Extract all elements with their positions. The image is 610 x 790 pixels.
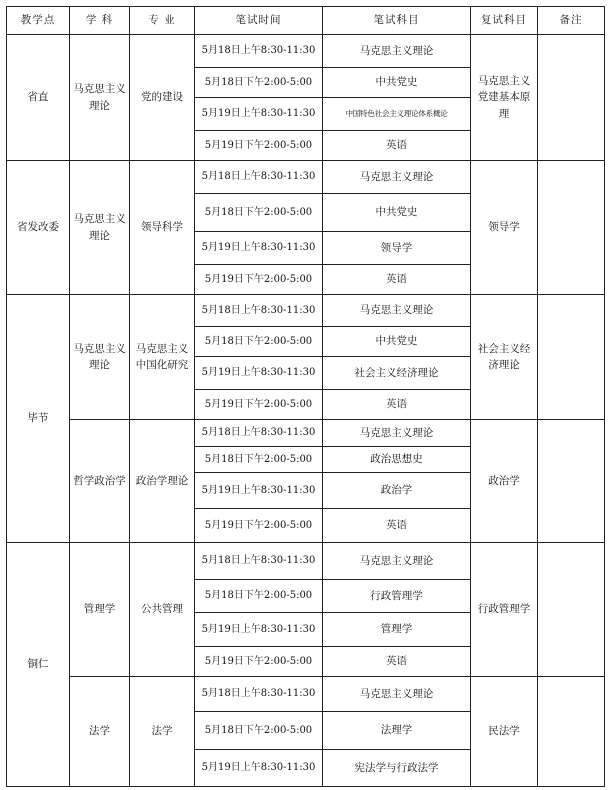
exam-subject-cell: 英语 [323,647,471,677]
header-remarks: 备注 [538,7,605,35]
major-cell: 公共管理 [130,543,195,677]
major-cell: 法学 [130,677,195,787]
exam-subject-cell: 政治思想史 [323,447,471,473]
exam-subject-cell: 社会主义经济理论 [323,357,471,390]
table-header [7,7,605,35]
retest-subject-cell: 政治学 [471,420,538,543]
header-exam-time: 笔试时间 [195,7,323,35]
exam-subject-cell: 马克思主义理论 [323,420,471,447]
exam-subject-cell: 中共党史 [323,194,471,232]
exam-time-cell: 5月19日上午8:30-11:30 [195,232,323,265]
header-discipline: 学 科 [70,7,130,35]
remarks-cell [538,295,605,420]
exam-time-cell: 5月18日上午8:30-11:30 [195,420,323,447]
table-body [7,35,605,787]
exam-subject-cell: 中共党史 [323,327,471,357]
teaching-site-cell: 省直 [7,35,70,161]
exam-time-cell: 5月19日下午2:00-5:00 [195,131,323,161]
exam-subject-cell: 管理学 [323,613,471,647]
exam-time-cell: 5月18日上午8:30-11:30 [195,295,323,327]
exam-time-cell: 5月18日下午2:00-5:00 [195,447,323,473]
remarks-cell [538,543,605,677]
exam-time-cell: 5月19日下午2:00-5:00 [195,390,323,420]
exam-time-cell: 5月18日下午2:00-5:00 [195,68,323,98]
table-row [7,420,605,447]
remarks-cell [538,35,605,161]
exam-time-cell: 5月19日上午8:30-11:30 [195,98,323,131]
table-row [7,161,605,194]
table-row [7,543,605,580]
discipline-cell: 马克思主义理论 [70,295,130,420]
table-row [7,295,605,327]
exam-time-cell: 5月19日上午8:30-11:30 [195,357,323,390]
exam-time-cell: 5月19日下午2:00-5:00 [195,265,323,295]
exam-subject-cell: 马克思主义理论 [323,543,471,580]
exam-subject-cell: 宪法学与行政法学 [323,750,471,787]
discipline-cell: 哲学政治学 [70,420,130,543]
exam-subject-cell: 中共党史 [323,68,471,98]
exam-subject-cell: 行政管理学 [323,580,471,613]
discipline-cell: 马克思主义理论 [70,35,130,161]
major-cell: 马克思主义中国化研究 [130,295,195,420]
exam-subject-cell: 英语 [323,265,471,295]
exam-time-cell: 5月19日上午8:30-11:30 [195,750,323,787]
retest-subject-cell: 社会主义经济理论 [471,295,538,420]
exam-subject-cell: 英语 [323,390,471,420]
exam-subject-cell: 马克思主义理论 [323,295,471,327]
discipline-cell: 法学 [70,677,130,787]
header-retest-subject: 复试科目 [471,7,538,35]
retest-subject-cell: 马克思主义党建基本原理 [471,35,538,161]
teaching-site-cell: 毕节 [7,295,70,543]
exam-time-cell: 5月18日下午2:00-5:00 [195,580,323,613]
teaching-site-cell: 铜仁 [7,543,70,787]
retest-subject-cell: 领导学 [471,161,538,295]
retest-subject-cell: 民法学 [471,677,538,787]
exam-time-cell: 5月18日下午2:00-5:00 [195,194,323,232]
header-exam-subject: 笔试科目 [323,7,471,35]
exam-time-cell: 5月19日上午8:30-11:30 [195,473,323,509]
exam-schedule-table [6,6,605,787]
discipline-cell: 管理学 [70,543,130,677]
major-cell: 政治学理论 [130,420,195,543]
remarks-cell [538,677,605,787]
exam-time-cell: 5月19日上午8:30-11:30 [195,613,323,647]
exam-subject-cell: 马克思主义理论 [323,677,471,712]
exam-time-cell: 5月18日上午8:30-11:30 [195,161,323,194]
discipline-cell: 马克思主义理论 [70,161,130,295]
exam-subject-cell: 英语 [323,509,471,543]
table-row [7,35,605,68]
exam-subject-cell: 马克思主义理论 [323,35,471,68]
remarks-cell [538,161,605,295]
remarks-cell [538,420,605,543]
major-cell: 领导科学 [130,161,195,295]
exam-time-cell: 5月18日上午8:30-11:30 [195,35,323,68]
table-row [7,677,605,712]
exam-time-cell: 5月19日下午2:00-5:00 [195,647,323,677]
major-cell: 党的建设 [130,35,195,161]
exam-time-cell: 5月18日上午8:30-11:30 [195,677,323,712]
header-major: 专 业 [130,7,195,35]
exam-subject-cell: 法理学 [323,712,471,750]
exam-subject-cell: 英语 [323,131,471,161]
exam-time-cell: 5月18日下午2:00-5:00 [195,712,323,750]
exam-subject-cell: 政治学 [323,473,471,509]
exam-time-cell: 5月18日下午2:00-5:00 [195,327,323,357]
exam-time-cell: 5月18日上午8:30-11:30 [195,543,323,580]
header-teaching-site: 教学点 [7,7,70,35]
exam-subject-cell: 领导学 [323,232,471,265]
retest-subject-cell: 行政管理学 [471,543,538,677]
teaching-site-cell: 省发改委 [7,161,70,295]
exam-time-cell: 5月19日下午2:00-5:00 [195,509,323,543]
exam-subject-cell: 马克思主义理论 [323,161,471,194]
exam-subject-cell: 中国特色社会主义理论体系概论 [323,98,471,131]
